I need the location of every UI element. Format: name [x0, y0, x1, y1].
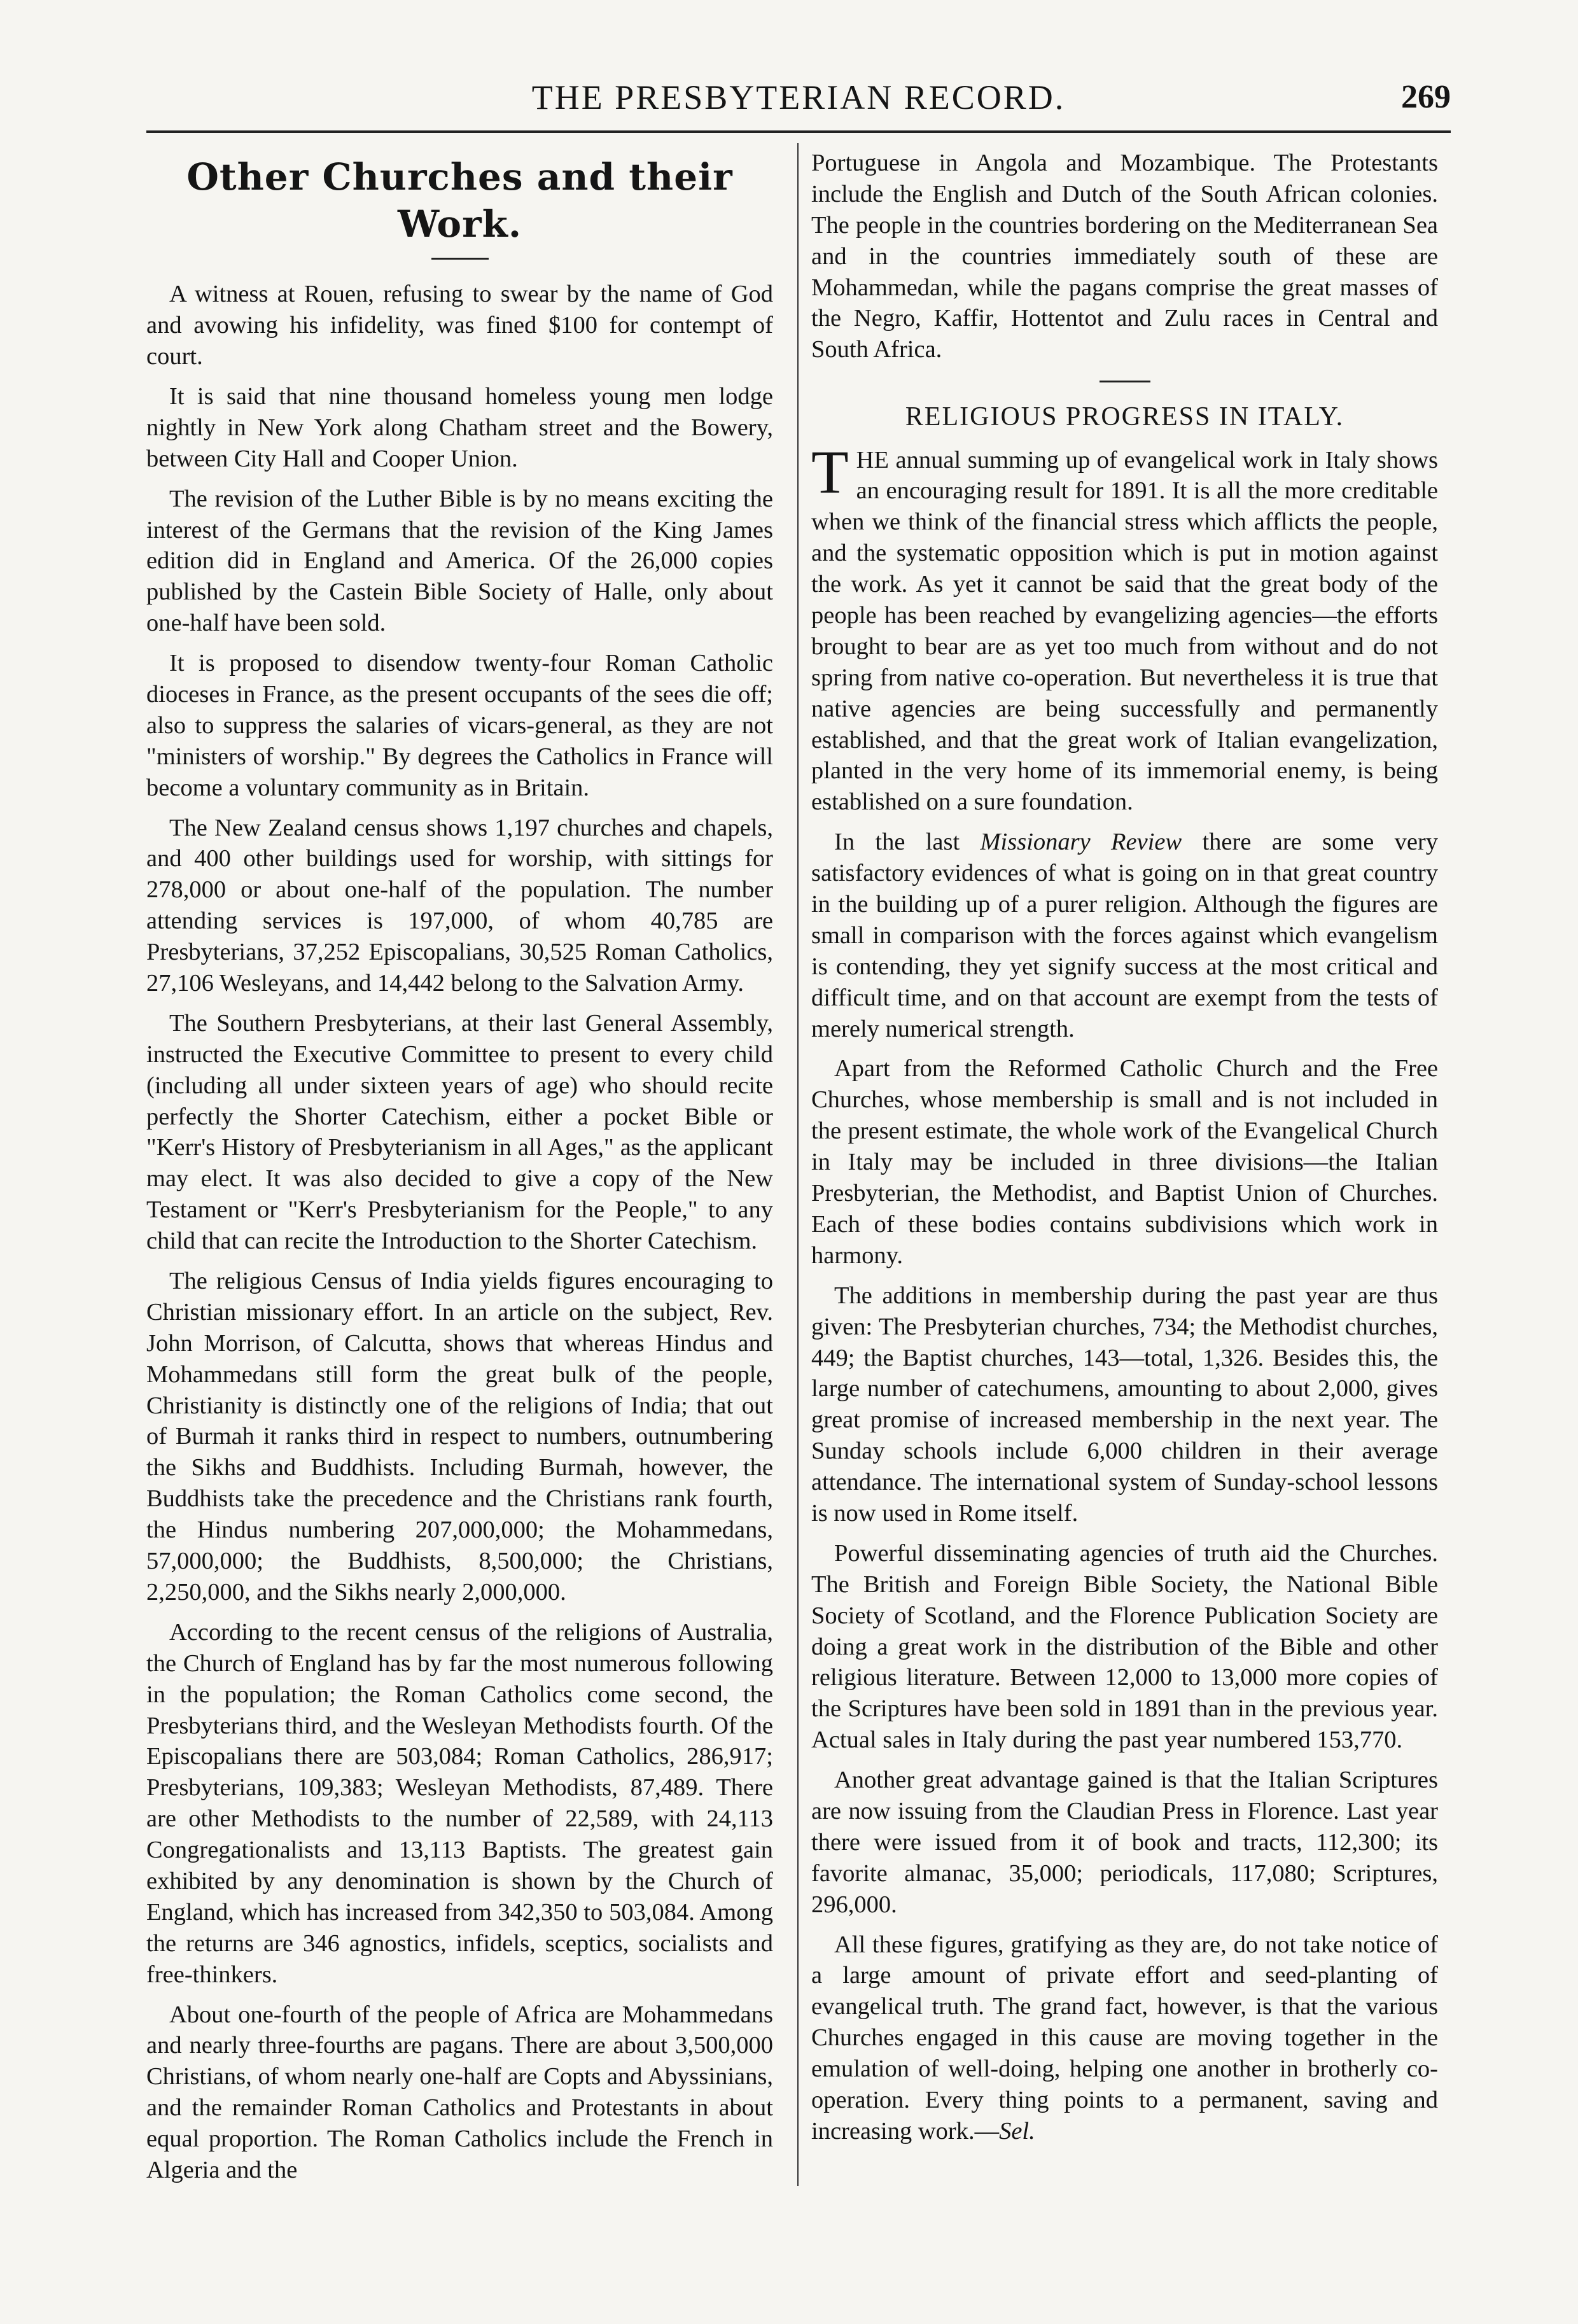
- article-paragraph: Powerful disseminating agencies of truth aid the Churches. The British and Foreign Bible Society, the National Bible Society of Scotland, and the Florence Publication Society are doing a great work in the distribution of the Bible and other religious literature. Between 12,000 to 13,000 more copies of the Scriptures have been sold in 1891 than in the previous year. Actual sales in Italy during the past year numbered 153,770.: [811, 1539, 1438, 1754]
- page-header: [146, 75, 1451, 120]
- news-item: The religious Census of India yields figures encouraging to Christian missionary effort. In an article on the subject, Rev. John Morrison, of Calcutta, shows that whereas Hindus and Mohammedans still form the great bulk of the people, Christianity is distinctly one of the religions of India; that out of Burmah it ranks third in respect to numbers, outnumbering the Sikhs and Buddhists. Including Burmah, however, the Buddhists take the precedence and the Christians rank fourth, the Hindus numbering 207,000,000; the Mohammedans, 57,000,000; the Buddhists, 8,500,000; the Christians, 2,250,000, and the Sikhs nearly 2,000,000.: [146, 1268, 773, 1606]
- source-credit: Sel.: [999, 2117, 1035, 2145]
- article-paragraph: [811, 437, 1438, 818]
- page-number: 269: [1401, 79, 1451, 115]
- article-paragraph: The additions in membership during the past year are thus given: The Presbyterian churches, 734; the Methodist churches, 449; the Baptist churches, 143—total, 1,326. Besides this, the large number of catechumens, amounting to about 2,000, gives great promise of increased membership in the next year. The Sunday schools include 6,000 children in their average attendance. The international system of Sunday-school lessons is now used in Rome itself.: [811, 1282, 1438, 1527]
- header-rule: [146, 130, 1451, 133]
- publication-title: Missionary Review: [980, 829, 1182, 856]
- article-paragraph-text: HE annual summing up of evangelical work in Italy shows an encouraging result for 1891. It is all the more creditable when we think of the financial stress which afflicts the people, and the systematic opposition which is put in motion against the work. As yet it cannot be said that the great body of the people has been reached by evangelizing agencies—the efforts brought to bear are as yet too much from without and do not spring from native co-operation. But nevertheless it is true that native agencies are being successfully and permanently established, and that the great work of Italian evangelization, planted in the very home of its immemorial enemy, is being established on a sure foundation.: [811, 446, 1438, 816]
- news-item: The Southern Presbyterians, at their last General Assembly, instructed the Executive Committee to present to every child (including all under sixteen years of age) who should recite perfectly the Shorter Catechism, either a pocket Bible or "Kerr's History of Presbyterianism in all Ages," as the applicant may elect. It was also decided to give a copy of the New Testament or "Kerr's Presbyterianism for the People," to any child that can recite the Introduction to the Shorter Catechism.: [146, 1009, 773, 1255]
- news-item: A witness at Rouen, refusing to swear by the name of God and avowing his infidelity, was fined $100 for contempt of court.: [146, 281, 773, 370]
- news-item: According to the recent census of the religions of Australia, the Church of England has by far the most numerous following in the population; the Roman Catholics come second, the Presbyterians third, and the Wesleyan Methodists fourth. Of the Episcopalians there are 503,084; Roman Catholics, 286,917; Presbyterians, 109,383; Wesleyan Methodists, 87,489. There are other Methodists to the number of 22,589, with 24,113 Congregationalists and 13,113 Baptists. The greatest gain exhibited by any denomination is shown by the Church of England, which has increased from 342,350 to 503,084. Among the returns are 346 agnostics, infidels, sceptics, socialists and free-thinkers.: [146, 1618, 773, 1988]
- article-paragraph-text: there are some very satisfactory evidences of what is going on in that great country in the building up of a purer religion. Although the figures are small in comparison with the forces against which evangelism is contending, they yet signify success at the most critical and difficult time, and on that account are exempt from the tests of merely numerical strength.: [811, 829, 1438, 1042]
- running-title: THE PRESBYTERIAN RECORD.: [531, 78, 1066, 116]
- column-divider: [797, 143, 799, 2186]
- article-paragraph: Apart from the Reformed Catholic Church and the Free Churches, whose membership is small and is not included in the present estimate, the whole work of the Evangelical Church in Italy may be included in three divisions—the Italian Presbyterian, the Methodist, and Baptist Union of Churches. Each of these bodies contains subdivisions which work in harmony.: [811, 1055, 1438, 1269]
- left-column: [146, 148, 773, 2195]
- separator-rule: [1100, 381, 1150, 382]
- section-heading: Other Churches and their Work.: [186, 155, 733, 246]
- news-item: The revision of the Luther Bible is by no means exciting the interest of the Germans that the revision of the King James edition did in England and America. Of the 26,000 copies published by the Castein Bible Society of Halle, only about one-half have been sold.: [146, 485, 773, 637]
- news-item: It is proposed to disendow twenty-four Roman Catholic dioceses in France, as the present occupants of the sees die off; also to suppress the salaries of vicars-general, as they are not "ministers of worship." By degrees the Catholics in France will become a voluntary community as in Britain.: [146, 650, 773, 801]
- heading-rule: [431, 258, 489, 260]
- news-item: About one-fourth of the people of Africa are Mohammedans and nearly three-fourths are pagans. There are about 3,500,000 Christians, of whom nearly one-half are Copts and Abyssinians, and the remainder Roman Catholics and Protestants in about equal proportion. The Roman Catholics include the French in Algeria and the: [146, 2001, 773, 2183]
- news-item: The New Zealand census shows 1,197 churches and chapels, and 400 other buildings used for worship, with sittings for 278,000 or about one-half of the population. The number attending services is 197,000, of whom 40,785 are Presbyterians, 37,252 Episcopalians, 30,525 Roman Catholics, 27,106 Wesleyans, and 14,442 belong to the Salvation Army.: [146, 814, 773, 997]
- article-paragraph: [811, 827, 1438, 1044]
- continued-paragraph: Portuguese in Angola and Mozambique. The Protestants include the English and Dutch of the South African colonies. The people in the countries bordering on the Mediterranean Sea and in the countries immediately south of these are Mohammedan, while the pagans comprise the great masses of the Negro, Kaffir, Hottentot and Zulu races in Central and South Africa.: [811, 150, 1438, 363]
- news-item: It is said that nine thousand homeless young men lodge nightly in New York along Chatham street and the Bowery, between City Hall and Cooper Union.: [146, 382, 773, 472]
- drop-cap: T: [811, 437, 849, 506]
- article-paragraph: [811, 1929, 1438, 2147]
- article-paragraph-text: All these figures, gratifying as they are, do not take notice of a large amount of private effort and seed-planting of evangelical truth. The grand fact, however, is that the various Churches engaged in this cause are moving together in the emulation of well-doing, helping one another in brotherly co-operation. Every thing points to a permanent, saving and increasing work.—: [811, 1931, 1438, 2145]
- right-column: [811, 148, 1438, 2156]
- article-paragraph: Another great advantage gained is that the Italian Scriptures are now issuing from the Claudian Press in Florence. Last year there were issued from it of book and tracts, 112,300; its favorite almanac, 35,000; periodicals, 117,080; Scriptures, 296,000.: [811, 1767, 1438, 1918]
- article-title: RELIGIOUS PROGRESS IN ITALY.: [905, 402, 1344, 432]
- article-paragraph-text: In the last: [834, 829, 981, 856]
